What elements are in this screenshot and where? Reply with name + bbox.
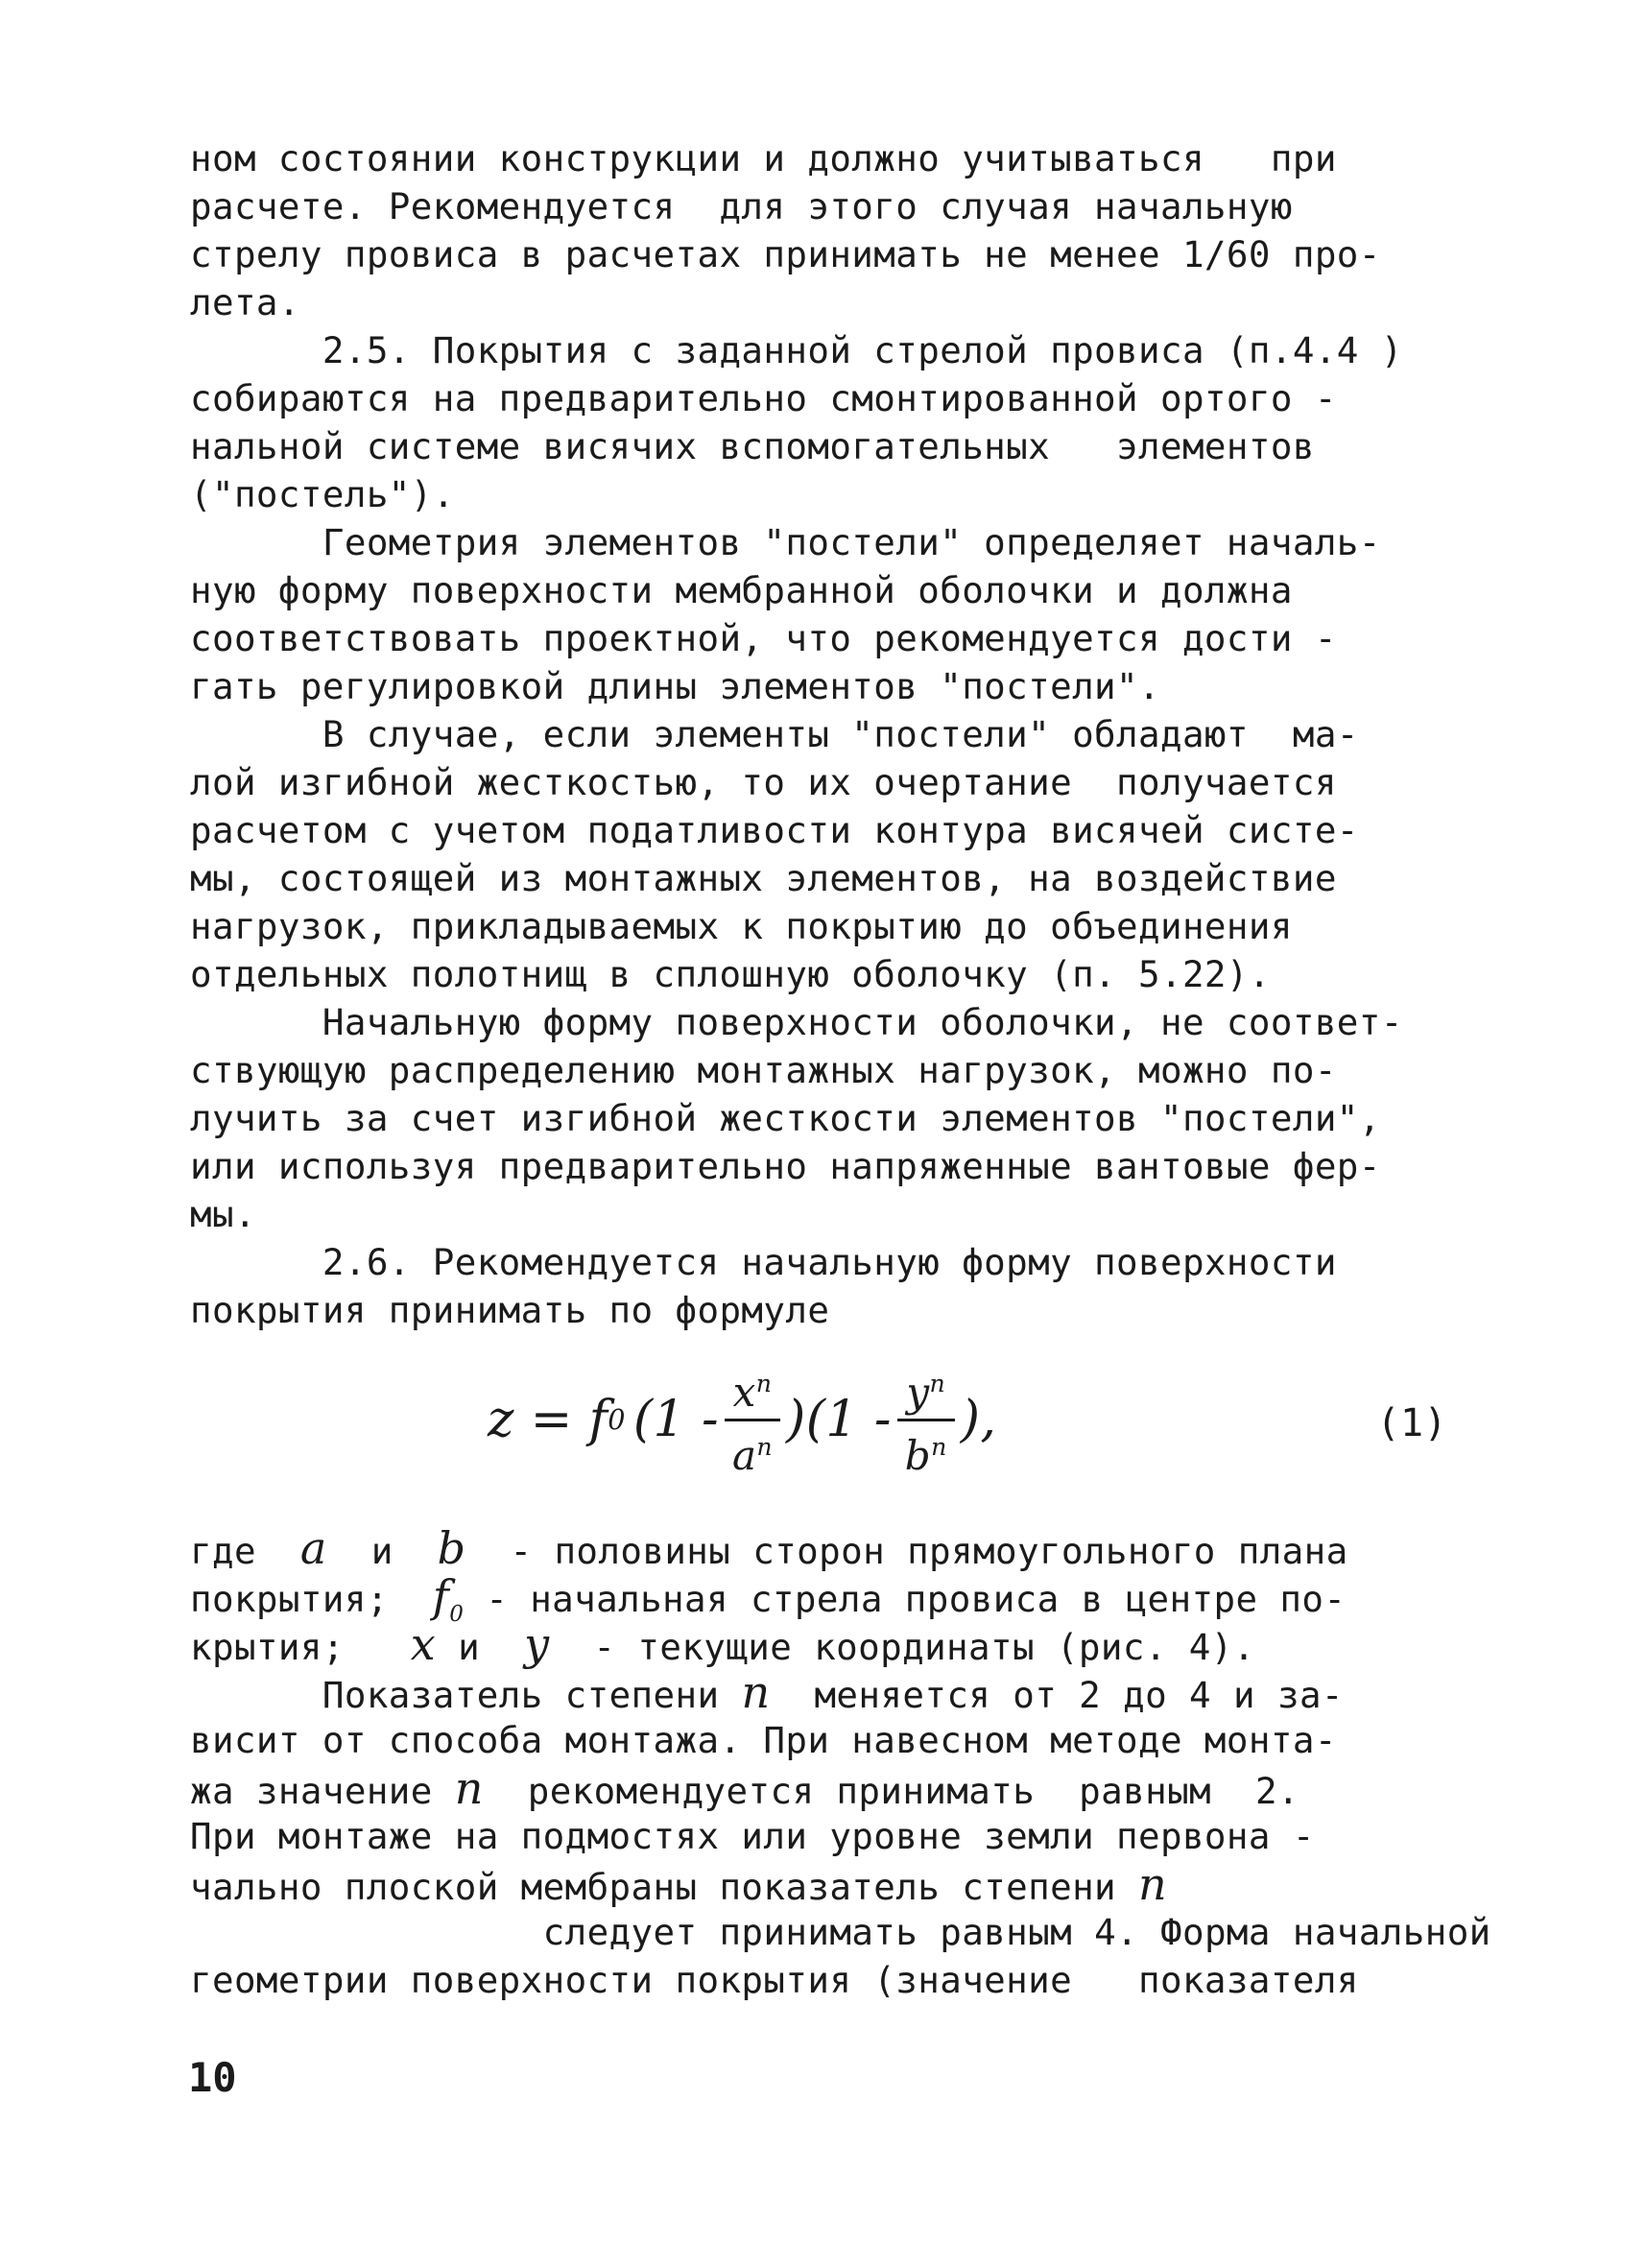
where-word: где	[190, 1530, 256, 1572]
where-line-2	[190, 1570, 1457, 1628]
text-fragment: жа значение	[190, 1770, 433, 1812]
where-line-3	[190, 1620, 1457, 1668]
fraction-x-denominator-power: n	[756, 1432, 774, 1461]
text-line: геометрии поверхности покрытия (значение показателя	[190, 1959, 1359, 2001]
symbol-f0	[432, 1570, 465, 1628]
text-fragment: чально плоской мембраны показатель степени	[190, 1866, 1117, 1908]
fraction-x-numerator: x	[732, 1368, 756, 1416]
formula-open-1: (1 -	[632, 1391, 719, 1448]
where-text: - текущие координаты (рис. 4).	[593, 1626, 1255, 1668]
text-line: ствующую распределению монтажных нагрузок, можно по-	[190, 1049, 1337, 1091]
text-line: гать регулировкой длины элементов "постели".	[190, 665, 1160, 707]
formula-f-subscript: 0	[608, 1403, 626, 1436]
symbol-x: x	[410, 1618, 437, 1670]
where-text: - начальная стрела провиса в центре по-	[486, 1578, 1347, 1620]
text-line: собираются на предварительно смонтированной ортого -	[190, 377, 1337, 419]
text-line	[190, 1668, 1457, 1716]
formula-close-2: ),	[960, 1391, 997, 1448]
fraction-y	[897, 1360, 955, 1480]
formula-lhs: z = f	[488, 1391, 608, 1448]
symbol-n: n	[454, 1762, 484, 1814]
text-line: Начальную форму поверхности оболочки, не соответ-	[190, 1001, 1403, 1043]
symbol-a: a	[299, 1522, 327, 1574]
where-text: крытия;	[190, 1626, 345, 1668]
text-line: лой изгибной жесткостью, то их очертание получается	[190, 761, 1337, 803]
text-line: лета.	[190, 281, 300, 323]
text-line: ("постель").	[190, 473, 455, 515]
text-line: висит от способа монтажа. При навесном методе монта-	[190, 1719, 1337, 1761]
fraction-y-numerator-power: n	[929, 1369, 946, 1397]
symbol-n: n	[1138, 1858, 1168, 1910]
text-line: При монтаже на подмостях или уровне земли первона -	[190, 1815, 1315, 1857]
symbol-f-subscript: 0	[449, 1602, 465, 1628]
where-line-1	[190, 1524, 1457, 1572]
formula-number: (1)	[1376, 1401, 1447, 1445]
text-line: мы.	[190, 1193, 256, 1235]
text-line	[190, 1860, 1457, 1908]
text-fragment: меняется от 2 до 4 и за-	[814, 1674, 1344, 1716]
symbol-b: b	[437, 1522, 466, 1574]
text-line: стрелу провиса в расчетах принимать не менее 1/60 про-	[190, 233, 1381, 275]
symbol-y: y	[524, 1618, 550, 1670]
text-fragment: Показатель степени	[322, 1674, 720, 1716]
formula-close-1: )(1 -	[786, 1391, 892, 1448]
text-fragment: рекомендуется принимать равным 2.	[527, 1770, 1299, 1812]
text-line: ном состоянии конструкции и должно учитываться при	[190, 137, 1337, 179]
text-line: ную форму поверхности мембранной оболочки и должна	[190, 569, 1293, 611]
fraction-y-denominator: b	[904, 1431, 932, 1479]
text-line: мы, состоящей из монтажных элементов, на воздействие	[190, 857, 1337, 899]
text-line: расчете. Рекомендуется для этого случая начальную	[190, 185, 1293, 227]
text-line	[190, 1764, 1457, 1812]
fraction-y-numerator: y	[906, 1368, 930, 1416]
and-word: и	[370, 1530, 393, 1572]
symbol-n: n	[741, 1666, 771, 1718]
fraction-x-numerator-power: n	[755, 1369, 773, 1397]
fraction-x	[725, 1360, 780, 1480]
text-line	[190, 1908, 1491, 1956]
text-line: расчетом с учетом податливости контура висячей систе-	[190, 809, 1359, 851]
where-text: покрытия;	[190, 1578, 389, 1620]
section-2-5-heading: 2.5. Покрытия с заданной стрелой провиса (п.4.4 )	[190, 329, 1403, 371]
text-line: соответствовать проектной, что рекомендуется дости -	[190, 617, 1337, 659]
and-word: и	[458, 1626, 481, 1668]
text-line: отдельных полотнищ в сплошную оболочку (п. 5.22).	[190, 953, 1271, 995]
text-line: лучить за счет изгибной жесткости элементов "постели",	[190, 1097, 1381, 1139]
page-number: 10	[188, 2054, 237, 2101]
fraction-y-denominator-power: n	[931, 1432, 947, 1461]
formula-expression	[488, 1357, 996, 1482]
text-line: В случае, если элементы "постели" обладают ма-	[190, 713, 1359, 755]
formula-1	[190, 1349, 1457, 1503]
text-line: покрытия принимать по формуле	[190, 1289, 830, 1331]
text-line: нагрузок, прикладываемых к покрытию до объединения	[190, 905, 1293, 947]
text-line: Геометрия элементов "постели" определяет началь-	[190, 521, 1381, 563]
fraction-x-denominator: a	[731, 1431, 757, 1479]
where-text: - половины сторон прямоугольного плана	[510, 1530, 1348, 1572]
text-line: или используя предварительно напряженные вантовые фер-	[190, 1145, 1381, 1187]
section-2-6-heading: 2.6. Рекомендуется начальную форму поверхности	[190, 1241, 1337, 1283]
text-line: нальной системе висячих вспомогательных элементов	[190, 425, 1315, 467]
symbol-f: f	[432, 1570, 450, 1622]
page-body	[190, 134, 1491, 2004]
text-fragment: следует принимать равным 4. Форма начальной	[542, 1911, 1491, 1953]
